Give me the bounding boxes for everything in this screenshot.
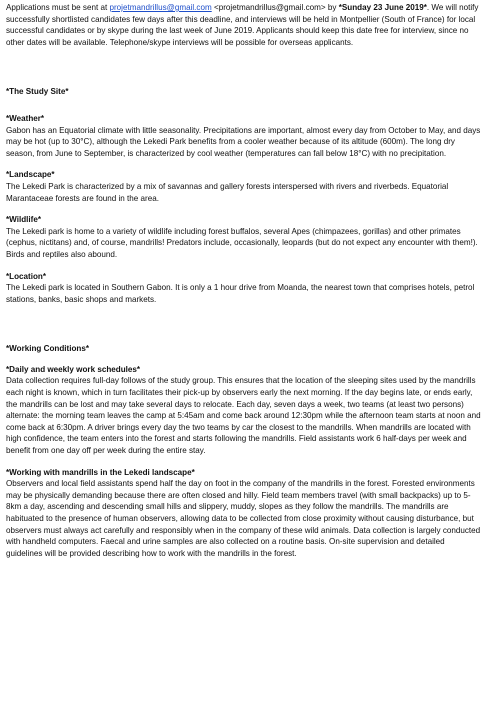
landscape-text: The Lekedi Park is characterized by a mix of savannas and gallery forests interspersed with rivers and riverbeds. Equatorial Marantaceae forests are found in the area. <box>6 181 449 203</box>
study-site-heading: *The Study Site* <box>6 87 69 97</box>
landscape-work-heading: *Working with mandrills in the Lekedi landscape* <box>6 467 195 477</box>
weather-heading: *Weather* <box>6 113 45 123</box>
schedules-heading: *Daily and weekly work schedules* <box>6 364 141 374</box>
landscape-work-section <box>6 467 481 560</box>
landscape-section <box>6 169 481 204</box>
intro-paragraph <box>6 2 481 48</box>
intro-text-3: . We will notify successfully shortlisted candidates few days after this deadline, and interviews will be held in Montpellier (South of France) for local successful candidates or by skype during the last week of June 2019. Applicants should keep this date free for interview, since no other dates will be available. Telephone/skype interviews will be possible for overseas applicants. <box>6 3 479 47</box>
landscape-work-text: Observers and local field assistants spend half the day on foot in the company of the mandrills in the forest. Forested environments may be physically demanding because there are often closed and hilly. Field team members travel (with small backpacks) up to 5-8km a day, ascending and descending small hills and slippery, muddy, slopes as they follow the mandrills. The mandrills are habituated to the presence of human observers, allowing data to be collected from close proximity without causing disturbance, but observers must always act carefully and responsibly when in the company of these wild animals. Data collection is largely conducted with handheld computers. Faecal and urine samples are also collected on a routine basis. On-site supervision and detailed guidelines will be provided describing how to work with the mandrills in the forest. <box>6 479 481 558</box>
wildlife-heading: *Wildlife* <box>6 215 42 225</box>
intro-text-2: <projetmandrillus@gmail.com> by <box>211 3 339 12</box>
weather-text: Gabon has an Equatorial climate with little seasonality. Precipitations are important, almost every day from October to May, and days may be hot (up to 30°C), although the Lekedi Park benefits from a cooler weather because of its altitude (600m). The long dry season, from June to September, is characterized by cool weather (temperatures can fall below 18°C) with no precipitation. <box>6 125 481 158</box>
schedules-section <box>6 364 481 457</box>
schedules-text: Data collection requires full-day follows of the study group. This ensures that the location of the sleeping sites used by the mandrills each night is known, which in turn facilitates their pick-up by observers early the next morning. If the day begins late, or ends early, the mandrills can be lost and may take several days to relocate. Each day, seven days a week, two teams (at least two persons) alternate: the morning team leaves the camp at 5:45am and come back around 12:30pm while the afternoon team starts at noon and come back at 6:30pm. A driver brings every day the two teams by car the closest to the mandrills. When mandrills are located with high confidence, the team enters into the forest and starts following the mandrills. Field assistants work 6 half-days per week and benefit from one day off per week during the entire stay. <box>6 376 481 456</box>
intro-text-1: Applications must be sent at <box>6 3 110 12</box>
location-heading: *Location* <box>6 271 47 281</box>
location-text: The Lekedi park is located in Southern Gabon. It is only a 1 hour drive from Moanda, the nearest town that comprises hotels, petrol stations, banks, basic shops and markets. <box>6 283 475 304</box>
working-conditions-heading: *Working Conditions* <box>6 344 90 354</box>
email-link[interactable]: projetmandrillus@gmail.com <box>109 3 212 12</box>
wildlife-section <box>6 214 481 260</box>
landscape-heading: *Landscape* <box>6 170 55 180</box>
weather-section <box>6 113 481 159</box>
deadline-text: *Sunday 23 June 2019* <box>338 3 427 12</box>
wildlife-text: The Lekedi park is home to a variety of wildlife including forest buffalos, several Apes (chimpazees, gorillas) and other primates (cephus, nictitans) and, of course, mandrills! Predators include, occasionally, leopards (but do not expect any encounter with them!). Birds and reptiles also abound. <box>6 226 478 259</box>
location-section <box>6 271 481 306</box>
